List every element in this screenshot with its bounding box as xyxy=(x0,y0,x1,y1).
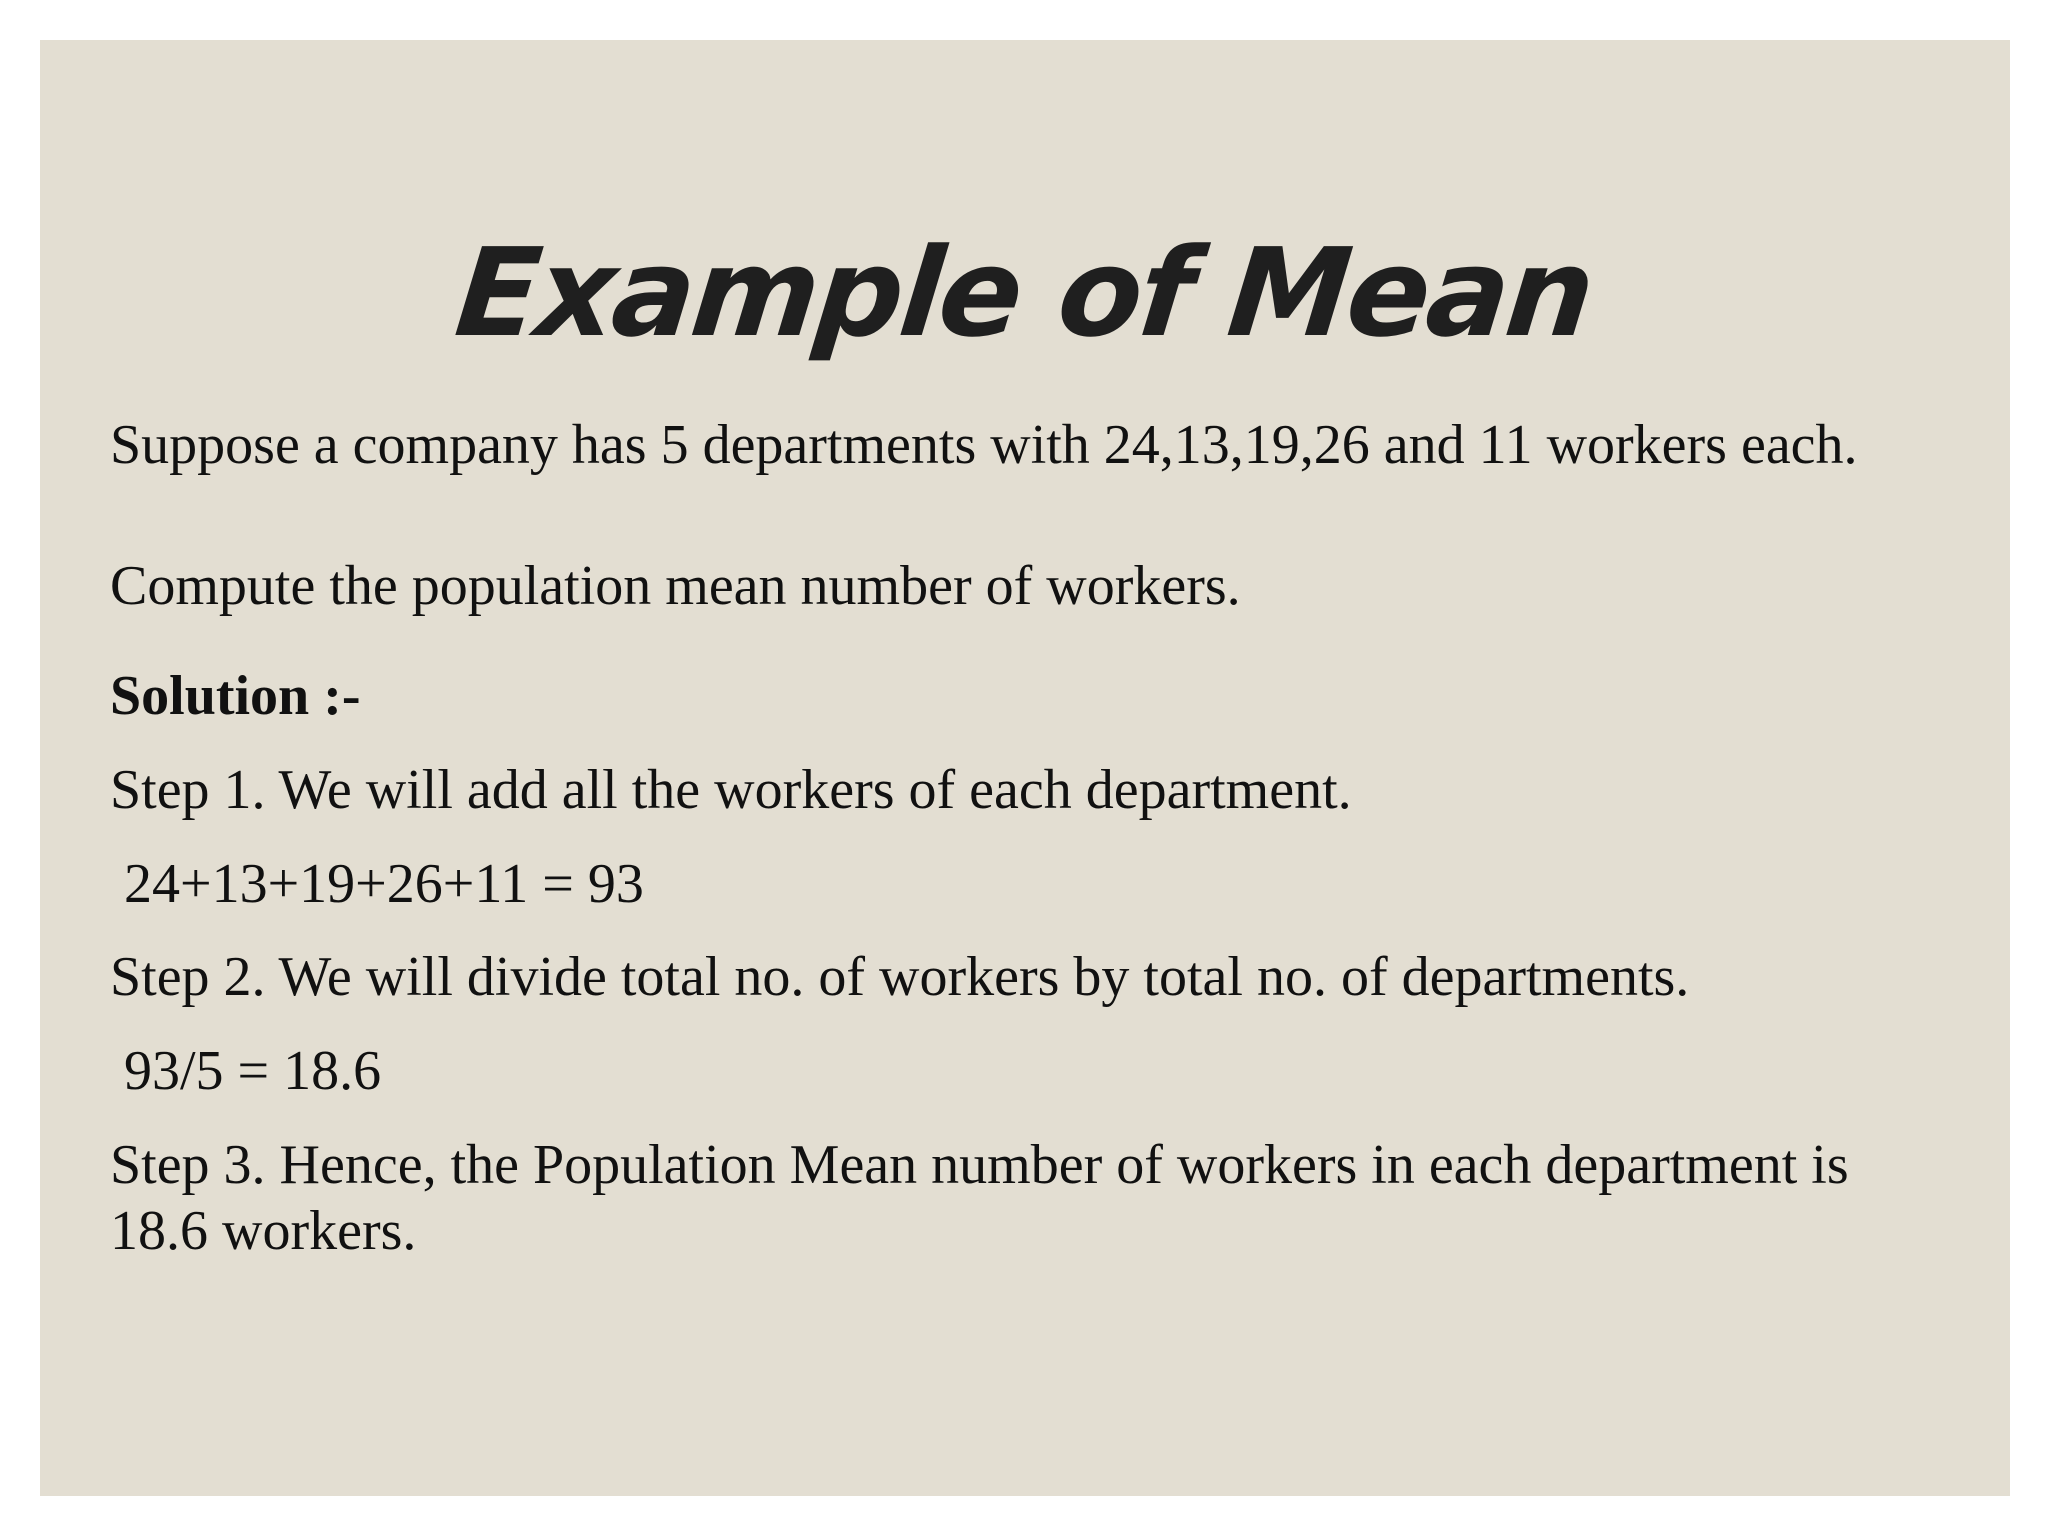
slide-title: Example of Mean xyxy=(449,222,1599,364)
step-2-text: Step 2. We will divide total no. of workers by total no. of departments. xyxy=(110,946,1690,1008)
step-3-result: 18.6 workers. xyxy=(110,1200,417,1262)
step-3-text: Step 3. Hence, the Population Mean number of workers in each department is xyxy=(110,1134,1849,1196)
solution-label: Solution :- xyxy=(110,665,361,727)
step-1-calculation: 24+13+19+26+11 = 93 xyxy=(124,853,644,915)
question-text: Compute the population mean number of workers. xyxy=(110,555,1241,617)
step-2-calculation: 93/5 = 18.6 xyxy=(124,1040,382,1102)
step-1-text: Step 1. We will add all the workers of each department. xyxy=(110,759,1352,821)
problem-statement: Suppose a company has 5 departments with 24,13,19,26 and 11 workers each. xyxy=(110,414,1858,476)
